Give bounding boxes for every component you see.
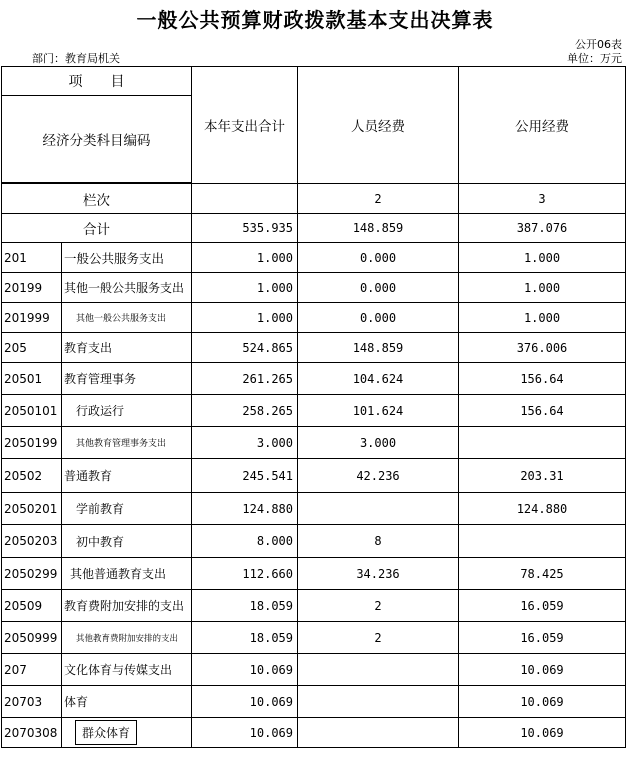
- row-total: 8.000: [192, 525, 298, 558]
- row-public: 1.000: [459, 273, 626, 303]
- row-name: 行政运行: [62, 395, 192, 427]
- row-public: [459, 427, 626, 459]
- row-public: 78.425: [459, 558, 626, 590]
- department-label: 部门：教育局机关: [32, 52, 120, 65]
- row-total: 524.865: [192, 333, 298, 363]
- row-name: 其他教育管理事务支出: [62, 427, 192, 459]
- table-row: [2, 493, 626, 525]
- row-public: 1.000: [459, 303, 626, 333]
- item-header: 项 目: [2, 67, 192, 96]
- row-personnel: 8: [298, 525, 459, 558]
- row-public: 10.069: [459, 654, 626, 686]
- row-name: 普通教育: [62, 459, 192, 493]
- row-personnel: 3.000: [298, 427, 459, 459]
- expenditure-table: [1, 66, 626, 748]
- row-total: 18.059: [192, 622, 298, 654]
- public-column-header: 公用经费: [459, 67, 626, 184]
- row-total: 1.000: [192, 273, 298, 303]
- row-personnel: 104.624: [298, 363, 459, 395]
- row-code: 205: [2, 333, 62, 363]
- row-total: 112.660: [192, 558, 298, 590]
- row-total: 3.000: [192, 427, 298, 459]
- row-name: 体育: [62, 686, 192, 718]
- total-row-total: 535.935: [192, 214, 298, 243]
- table-row: [2, 363, 626, 395]
- row-total: 124.880: [192, 493, 298, 525]
- row-personnel: [298, 718, 459, 748]
- row-public: 124.880: [459, 493, 626, 525]
- row-personnel: 2: [298, 590, 459, 622]
- total-row-personnel: 148.859: [298, 214, 459, 243]
- table-row: [2, 558, 626, 590]
- row-code: 2050101: [2, 395, 62, 427]
- row-name: 初中教育: [62, 525, 192, 558]
- row-code: 20703: [2, 686, 62, 718]
- table-row: [2, 303, 626, 333]
- row-total: 1.000: [192, 303, 298, 333]
- row-name: 教育支出: [62, 333, 192, 363]
- row-code: 2050999: [2, 622, 62, 654]
- row-public: 203.31: [459, 459, 626, 493]
- row-name: 群众体育: [75, 720, 137, 745]
- row-total: 10.069: [192, 654, 298, 686]
- row-code: 201999: [2, 303, 62, 333]
- row-code: 2050299: [2, 558, 62, 590]
- unit-label: 单位：万元: [567, 52, 622, 65]
- column-index-label: 栏次: [2, 184, 192, 214]
- total-column-header: 本年支出合计: [192, 67, 298, 184]
- row-public: [459, 525, 626, 558]
- row-personnel: [298, 654, 459, 686]
- row-code: 20509: [2, 590, 62, 622]
- table-row: [2, 273, 626, 303]
- row-code: 20199: [2, 273, 62, 303]
- row-name: 文化体育与传媒支出: [62, 654, 192, 686]
- row-code: 20501: [2, 363, 62, 395]
- table-row: [2, 395, 626, 427]
- table-row: [2, 525, 626, 558]
- table-row: [2, 654, 626, 686]
- row-name: 一般公共服务支出: [62, 243, 192, 273]
- row-public: 156.64: [459, 363, 626, 395]
- row-public: 1.000: [459, 243, 626, 273]
- row-personnel: 0.000: [298, 303, 459, 333]
- personnel-column-header: 人员经费: [298, 67, 459, 184]
- row-public: 10.069: [459, 686, 626, 718]
- row-total: 18.059: [192, 590, 298, 622]
- row-public: 376.006: [459, 333, 626, 363]
- row-personnel: 42.236: [298, 459, 459, 493]
- row-total: 258.265: [192, 395, 298, 427]
- row-name: 教育费附加安排的支出: [62, 590, 192, 622]
- row-personnel: 0.000: [298, 243, 459, 273]
- table-row: [2, 459, 626, 493]
- row-name: 学前教育: [62, 493, 192, 525]
- row-personnel: 101.624: [298, 395, 459, 427]
- table-row: [2, 686, 626, 718]
- row-public: 10.069: [459, 718, 626, 748]
- row-public: 16.059: [459, 590, 626, 622]
- row-total: 10.069: [192, 718, 298, 748]
- row-code: 2050199: [2, 427, 62, 459]
- table-row: [2, 333, 626, 363]
- column-index-personnel: 2: [298, 184, 459, 214]
- row-code: 207: [2, 654, 62, 686]
- row-personnel: [298, 493, 459, 525]
- column-index-public: 3: [459, 184, 626, 214]
- row-personnel: 148.859: [298, 333, 459, 363]
- econ-code-header: 经济分类科目编码: [2, 96, 192, 183]
- table-row: [2, 718, 626, 748]
- row-public: 16.059: [459, 622, 626, 654]
- table-row: [2, 590, 626, 622]
- form-code: 公开06表: [575, 38, 622, 51]
- column-index-total: [192, 184, 298, 214]
- table-row: [2, 243, 626, 273]
- table-row: [2, 427, 626, 459]
- row-code: 2050201: [2, 493, 62, 525]
- row-name: 其他教育费附加安排的支出: [62, 622, 192, 654]
- row-code: 2070308: [2, 718, 62, 748]
- total-row-public: 387.076: [459, 214, 626, 243]
- row-total: 10.069: [192, 686, 298, 718]
- table-row: [2, 622, 626, 654]
- row-personnel: 2: [298, 622, 459, 654]
- row-code: 201: [2, 243, 62, 273]
- row-name: 其他一般公共服务支出: [62, 273, 192, 303]
- total-row-label: 合计: [2, 214, 192, 243]
- row-total: 245.541: [192, 459, 298, 493]
- row-total: 261.265: [192, 363, 298, 395]
- row-personnel: [298, 686, 459, 718]
- row-name: 其他一般公共服务支出: [62, 303, 192, 333]
- row-name-cell: [62, 718, 192, 748]
- row-personnel: 0.000: [298, 273, 459, 303]
- row-code: 2050203: [2, 525, 62, 558]
- row-personnel: 34.236: [298, 558, 459, 590]
- row-code: 20502: [2, 459, 62, 493]
- row-public: 156.64: [459, 395, 626, 427]
- row-name: 其他普通教育支出: [62, 558, 192, 590]
- report-title: 一般公共预算财政拨款基本支出决算表: [136, 8, 494, 32]
- row-name: 教育管理事务: [62, 363, 192, 395]
- row-total: 1.000: [192, 243, 298, 273]
